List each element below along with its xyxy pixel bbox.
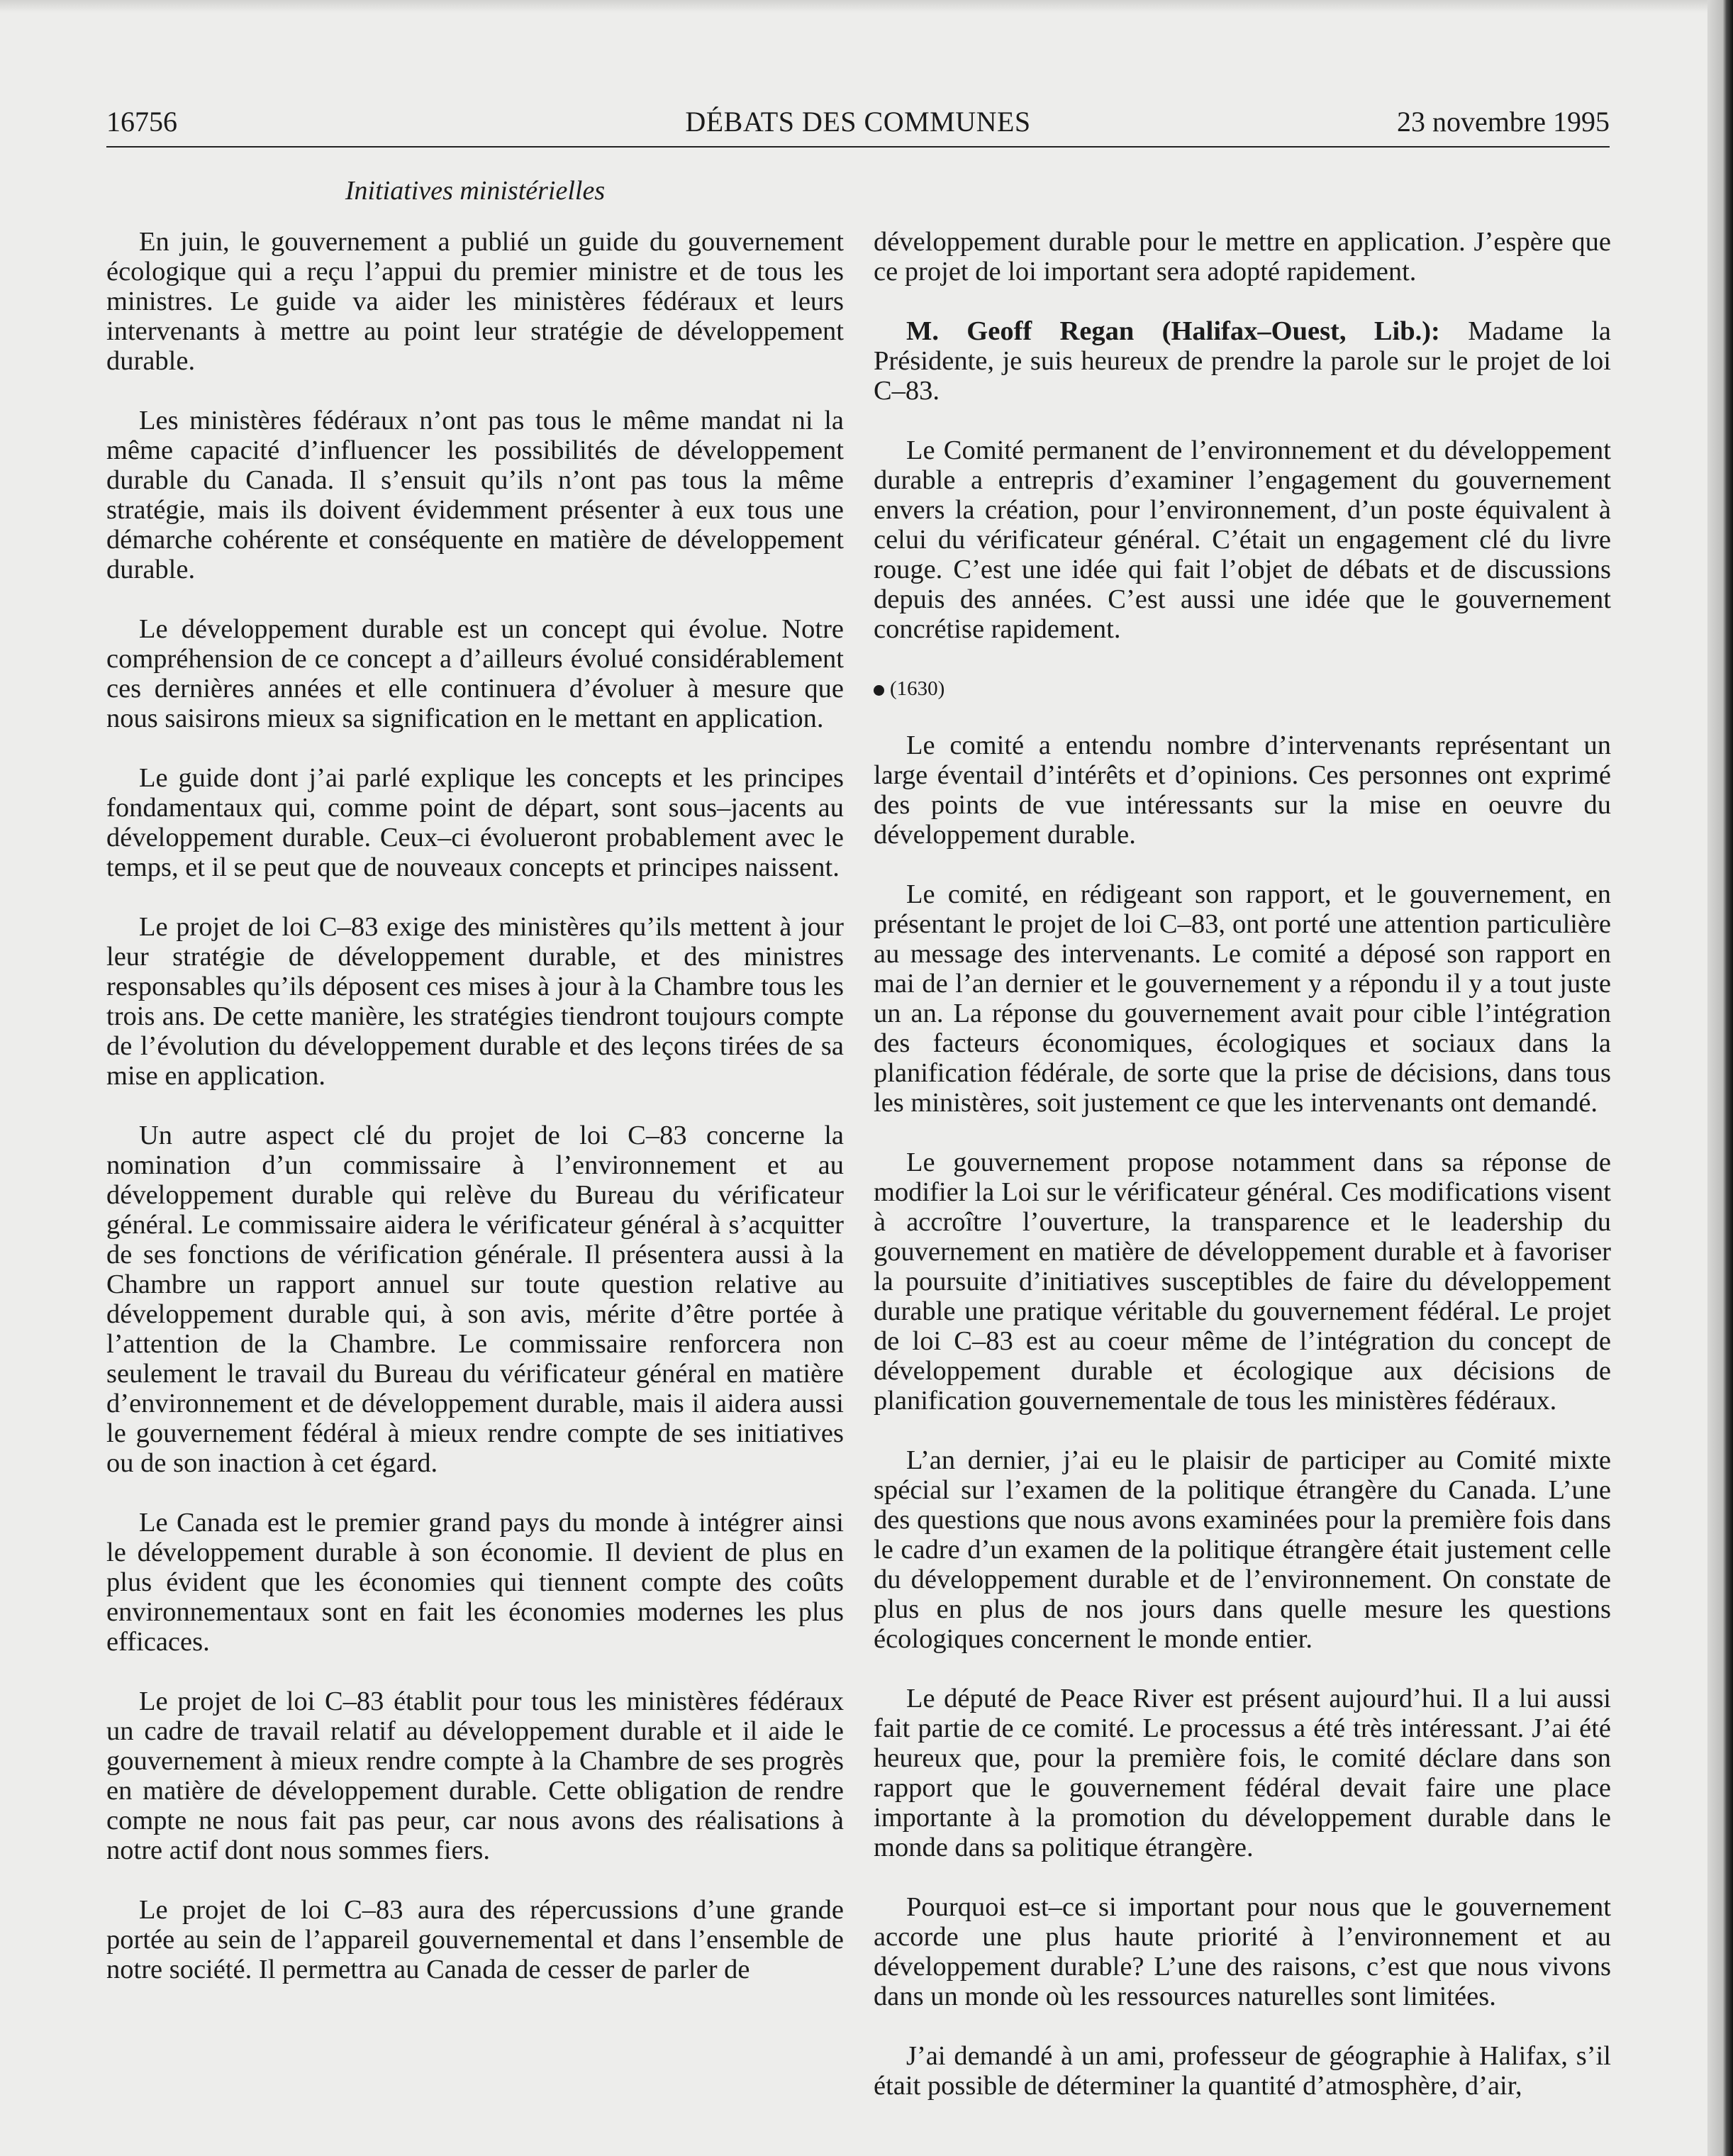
paragraph: Le député de Peace River est présent aujourd’hui. Il a lui aussi fait partie de ce comité. Le processus a été très intéressant. J’ai été heureux que, pour la première fois, le comité déclare dans son rapport que le gouvernement fédéral devait faire une place importante à la promotion du développement durable dans le monde dans sa politique étrangère.: [874, 1684, 1611, 1862]
right-column: [874, 227, 1611, 2130]
paragraph: Le comité, en rédigeant son rapport, et le gouvernement, en présentant le projet de loi C–83, ont porté une attention particulière au message des intervenants. Le comité a déposé son rapport en mai de l’an dernier et le gouvernement y a répondu il y a tout juste un an. La réponse du gouvernement avait pour cible l’intégration des facteurs économiques, écologiques et sociaux dans la planification fédérale, de sorte que la prise de décisions, dans tous les ministères, soit justement ce que les intervenants ont demandé.: [874, 879, 1611, 1118]
paragraph: En juin, le gouvernement a publié un guide du gouvernement écologique qui a reçu l’appui du premier ministre et de tous les ministres. Le guide va aider les ministères fédéraux et leurs intervenants à mettre au point leur stratégie de développement durable.: [106, 227, 844, 376]
paragraph: Le gouvernement propose notamment dans sa réponse de modifier la Loi sur le vérificateur général. Ces modifications visent à accroître l’ouverture, la transparence et le leadership du gouvernement en matière de développement durable et à favoriser la poursuite d’initiatives susceptibles de faire du développement durable une pratique véritable du gouvernement fédéral. Le projet de loi C–83 est au coeur même de l’intégration du concept de développement durable et écologique aux décisions de planification gouvernementale de tous les ministères fédéraux.: [874, 1148, 1611, 1416]
paragraph: J’ai demandé à un ami, professeur de géographie à Halifax, s’il était possible de déterminer la quantité d’atmosphère, d’air,: [874, 2041, 1611, 2101]
continued-paragraph: développement durable pour le mettre en application. J’espère que ce projet de loi important sera adopté rapidement.: [874, 227, 1611, 287]
paragraph: L’an dernier, j’ai eu le plaisir de participer au Comité mixte spécial sur l’examen de la politique étrangère du Canada. L’une des questions que nous avons examinées pour la première fois dans le cadre d’un examen de la politique étrangère était justement celle du développement durable et de l’environnement. On constate de plus en plus de nos jours dans quelle mesure les questions écologiques concernent le monde entier.: [874, 1445, 1611, 1654]
page-number: 16756: [106, 106, 177, 138]
bullet-icon: [874, 685, 884, 696]
page-header: [106, 105, 1610, 148]
left-column: [106, 176, 844, 2014]
paragraph: Le projet de loi C–83 établit pour tous les ministères fédéraux un cadre de travail relatif au développement durable et il aide le gouvernement à mieux rendre compte à la Chambre de ses progrès en matière de développement durable. Cette obligation de rendre compte ne nous fait pas peur, car nous avons des réalisations à notre actif dont nous sommes fiers.: [106, 1687, 844, 1865]
scan-shadow-top: [0, 0, 1733, 13]
paragraph: Le projet de loi C–83 exige des ministères qu’ils mettent à jour leur stratégie de développement durable, et des ministres responsables qu’ils déposent ces mises à jour à la Chambre tous les trois ans. De cette manière, les stratégies tiendront toujours compte de l’évolution du développement durable et des leçons tirées de sa mise en application.: [106, 912, 844, 1091]
paragraph: Le guide dont j’ai parlé explique les concepts et les principes fondamentaux qui, comme point de départ, sont sous–jacents au développement durable. Ceux–ci évolueront probablement avec le temps, et il se peut que de nouveaux concepts et principes naissent.: [106, 763, 844, 882]
publication-title: DÉBATS DES COMMUNES: [685, 106, 1031, 138]
paragraph: Les ministères fédéraux n’ont pas tous le même mandat ni la même capacité d’influencer les possibilités de développement durable du Canada. Il s’ensuit qu’ils n’ont pas tous la même stratégie, mais ils doivent évidemment présenter à eux tous une démarche cohérente et conséquente en matière de développement durable.: [106, 406, 844, 584]
scan-shadow-right: [1707, 0, 1733, 2156]
speaker-text: Madame la Présidente, je suis heureux de prendre la parole sur le projet de loi C–83.: [874, 316, 1611, 406]
time-marker-label: (1630): [890, 677, 945, 700]
header-rule: [106, 146, 1610, 148]
paragraph: Le développement durable est un concept qui évolue. Notre compréhension de ce concept a d’ailleurs évolué considérablement ces dernières années et elle continuera d’évoluer à mesure que nous saisirons mieux sa signification en le mettant en application.: [106, 614, 844, 733]
sitting-date: 23 novembre 1995: [1397, 106, 1610, 138]
speaker-paragraph: [874, 316, 1611, 406]
paragraph: Le projet de loi C–83 aura des répercussions d’une grande portée au sein de l’appareil gouvernemental et dans l’ensemble de notre société. Il permettra au Canada de cesser de parler de: [106, 1895, 844, 1984]
paragraph: Le Comité permanent de l’environnement et du développement durable a entrepris d’examiner l’engagement du gouvernement envers la création, pour l’environnement, d’un poste équivalent à celui du vérificateur général. C’était un engagement clé du livre rouge. C’est une idée qui fait l’objet de débats et de discussions depuis des années. C’est aussi une idée que le gouvernement concrétise rapidement.: [874, 435, 1611, 644]
paragraph: Pourquoi est–ce si important pour nous que le gouvernement accorde une plus haute priorité à l’environnement et au développement durable? L’une des raisons, c’est que nous vivons dans un monde où les ressources naturelles sont limitées.: [874, 1892, 1611, 2011]
paragraph: Le comité a entendu nombre d’intervenants représentant un large éventail d’intérêts et d’opinions. Ces personnes ont exprimé des points de vue intéressants sur la mise en oeuvre du développement durable.: [874, 730, 1611, 850]
time-marker: [874, 674, 1611, 704]
section-label: Initiatives ministérielles: [345, 176, 606, 206]
speaker-name: M. Geoff Regan (Halifax–Ouest, Lib.):: [906, 316, 1440, 346]
paragraph: Un autre aspect clé du projet de loi C–83 concerne la nomination d’un commissaire à l’environnement et au développement durable qui relève du Bureau du vérificateur général. Le commissaire aidera le vérificateur général à s’acquitter de ses fonctions de vérification générale. Il présentera aussi à la Chambre un rapport annuel sur toute question relative au développement durable qui, à son avis, mérite d’être portée à l’attention de la Chambre. Le commissaire renforcera non seulement le travail du Bureau du vérificateur général en matière d’environnement et de développement durable, mais il aidera aussi le gouvernement fédéral à mieux rendre compte de ses initiatives ou de son inaction à cet égard.: [106, 1121, 844, 1478]
paragraph: Le Canada est le premier grand pays du monde à intégrer ainsi le développement durable à son économie. Il devient de plus en plus évident que les économies qui tiennent compte des coûts environnementaux sont en fait les économies modernes les plus efficaces.: [106, 1508, 844, 1657]
